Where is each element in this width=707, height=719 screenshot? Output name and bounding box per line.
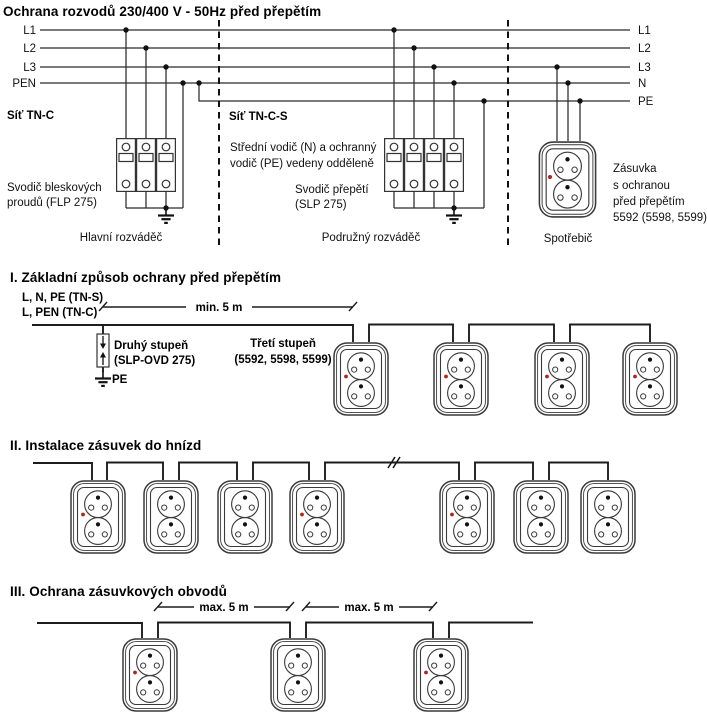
led-indicator [424, 671, 428, 675]
socket-symbol [290, 481, 344, 553]
main-board-label: Hlavní rozváděč [79, 232, 163, 244]
stage3-label-line2: (5592, 5598, 5599) [234, 354, 332, 366]
section3-dim1-label: max. 5 m [199, 602, 249, 614]
led-indicator [344, 375, 348, 379]
slp-module-1 [385, 139, 404, 192]
led-indicator [81, 513, 85, 517]
slp-label-line2: (SLP 275) [295, 199, 347, 211]
socket-label-line3: před přepětím [613, 196, 685, 208]
slp-module-2 [405, 139, 424, 192]
section3-wiring [37, 623, 533, 639]
label-l2-left: L2 [23, 43, 36, 55]
slp-arrester [385, 30, 484, 223]
socket-symbol [535, 343, 589, 415]
stage2-label-line2: (SLP-OVD 275) [114, 355, 196, 367]
section1-dim-label: min. 5 m [195, 302, 243, 314]
socket-symbol [144, 481, 198, 553]
led-indicator [545, 375, 549, 379]
net-tncs-label: Síť TN-C-S [229, 111, 288, 123]
label-l1-right: L1 [638, 25, 651, 37]
led-indicator [444, 375, 448, 379]
stage2-arrester [95, 325, 111, 386]
socket-symbol [434, 343, 488, 415]
socket-label-line2: s ochranou [613, 180, 670, 192]
section1-title: I. Základní způsob ochrany před přepětím [10, 270, 282, 285]
flp-label-line1: Svodič bleskových [7, 182, 102, 194]
protected-socket-top [539, 67, 595, 217]
label-pen-left: PEN [12, 78, 36, 90]
label-l3-left: L3 [23, 62, 36, 74]
section1-dimension [99, 302, 357, 314]
socket-symbol [440, 481, 494, 553]
socket-symbol [623, 343, 677, 415]
section2-title: II. Instalace zásuvek do hnízd [10, 438, 202, 453]
label-l2-right: L2 [638, 43, 651, 55]
stage2-earth-icon [95, 371, 111, 386]
slp-module-3 [425, 139, 444, 192]
bus-labels-right [638, 25, 654, 108]
sub-board-label: Podružný rozváděč [321, 232, 421, 244]
socket-symbol [581, 481, 635, 553]
note-line1: Střední vodič (N) a ochranný [230, 142, 377, 154]
section3-dim2-label: max. 5 m [344, 602, 394, 614]
section1-feed-line1: L, N, PE (TN-S) [22, 292, 104, 304]
socket-symbol [514, 481, 568, 553]
label-pe-right: PE [638, 96, 654, 108]
section3-sockets [123, 639, 468, 711]
stage2-label-line1: Druhý stupeň [114, 340, 189, 352]
section1-feed-line2: L, PEN (TN-C) [22, 307, 98, 319]
socket-symbol [414, 639, 468, 711]
socket-symbol [123, 639, 177, 711]
slp-module-4 [445, 139, 464, 192]
label-l3-right: L3 [638, 62, 651, 74]
flp-label-line2: proudů (FLP 275) [7, 197, 97, 209]
led-indicator [133, 671, 137, 675]
led-indicator [450, 513, 454, 517]
section3-title: III. Ochrana zásuvkových obvodů [10, 584, 227, 599]
socket-symbol [334, 343, 388, 415]
stage2-pe-label: PE [112, 374, 128, 386]
note-line2: vodič (PE) vedeny odděleně [230, 158, 374, 170]
section3-dimension-1 [154, 602, 294, 614]
socket-symbol [539, 142, 595, 217]
section3-dimension-2 [302, 602, 437, 614]
socket-symbol [71, 481, 125, 553]
socket-label-line4: 5592 (5598, 5599) [613, 212, 707, 224]
bus-labels-left [12, 25, 36, 90]
socket-label-line1: Zásuvka [613, 163, 657, 175]
bus-lines [40, 30, 630, 101]
stage3-label-line1: Třetí stupeň [250, 338, 316, 350]
label-l1-left: L1 [23, 25, 36, 37]
slp-label-line1: Svodič přepětí [295, 184, 369, 196]
led-indicator [300, 513, 304, 517]
label-n-right: N [638, 78, 647, 90]
led-indicator [633, 375, 637, 379]
led-indicator [548, 175, 552, 179]
flp-arrester [117, 30, 183, 223]
appliance-label: Spotřebič [543, 233, 593, 245]
socket-symbol [271, 639, 325, 711]
net-tnc-label: Síť TN-C [7, 110, 55, 122]
page-title: Ochrana rozvodů 230/400 V - 50Hz před přepětím [3, 4, 322, 19]
flp-module-1 [117, 139, 136, 192]
socket-symbol [218, 481, 272, 553]
section2-wiring [33, 457, 608, 480]
section1-sockets [334, 343, 677, 415]
flp-module-3 [157, 139, 176, 192]
flp-module-2 [137, 139, 156, 192]
section2-sockets [71, 481, 635, 553]
